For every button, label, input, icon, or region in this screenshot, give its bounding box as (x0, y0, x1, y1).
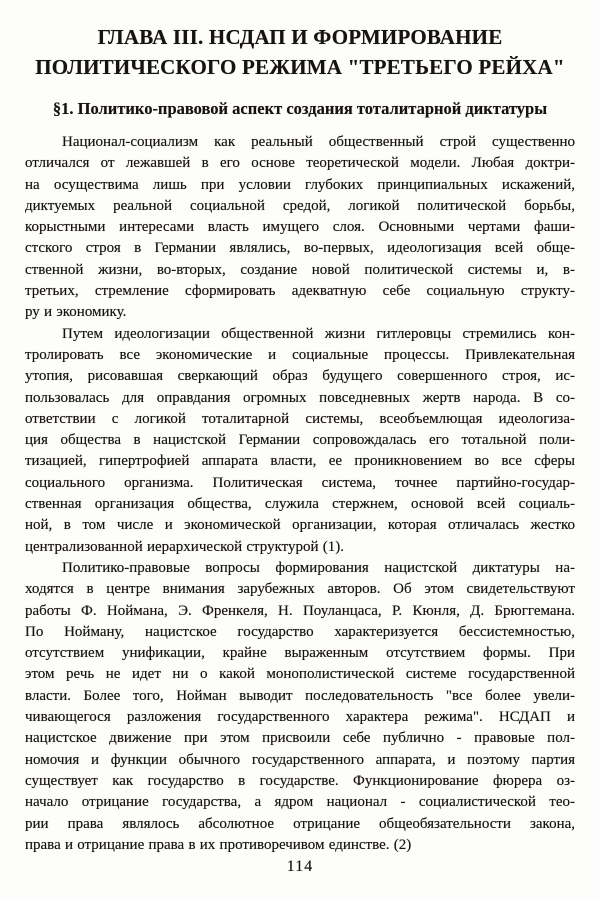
text-line: По Нойману, нацистское государство характеризуется бессистемностью, (25, 623, 575, 640)
text-line: ходятся в центре внимания зарубежных авторов. Об этом свидетельствуют (25, 581, 575, 598)
text-line: ственной жизни, во-вторых, создание новой политической системы и, в- (25, 261, 575, 278)
text-line: ру и экономику. (25, 304, 127, 321)
page-number: 114 (286, 858, 314, 875)
text-line: этом речь не идет ни о какой монополистической системе государственной (25, 666, 575, 683)
text-line: отсутствием унификации, крайне выраженным отсутствием формы. При (25, 645, 575, 662)
text-line: начало отрицание государства, а ядром национал - социалистической тео- (25, 794, 575, 811)
text-line: права и отрицание права в их противоречивом единстве. (2) (25, 836, 412, 853)
text-line: стского строя в Германии являлись, во-первых, идеологизация всей обще- (25, 240, 575, 257)
text-line: диктуемых реальной социальной средой, логикой политической борьбы, (25, 197, 575, 214)
paragraph (25, 132, 575, 324)
text-line: существует как государство в государстве. Функционирование фюрера оз- (25, 772, 575, 789)
text-line: третьих, стремление сформировать адекватную себе социальную структу- (25, 283, 575, 300)
text-line: работы Ф. Ноймана, Э. Френкеля, Н. Поуланцаса, Р. Кюнля, Д. Брюггемана. (25, 602, 575, 619)
text-line: централизованной иерархической структурой (1). (25, 538, 345, 555)
chapter-title (25, 22, 575, 82)
chapter-title-line-1: ГЛАВА III. НСДАП И ФОРМИРОВАНИЕ (97, 25, 503, 49)
text-line: Политико-правовые вопросы формирования нацистской диктатуры на- (62, 559, 575, 576)
chapter-title-line-2: ПОЛИТИЧЕСКОГО РЕЖИМА "ТРЕТЬЕГО РЕЙХА" (35, 55, 565, 79)
text-line: Национал-социализм как реальный общественный строй существенно (62, 134, 575, 150)
paragraph (25, 558, 575, 856)
text-line: номочия и функции обычного государственного аппарата, и поэтому партия (25, 751, 575, 768)
text-line: тизацией, гипертрофией аппарата власти, ее проникновением во все сферы (25, 453, 575, 470)
text-line: ция общества в нацистской Германии сопровождалась его тотальной поли- (25, 432, 575, 449)
text-line: чивающегося разложения государственного характера режима". НСДАП и (25, 709, 575, 726)
text-line: социального организма. Политическая система, точнее партийно-государ- (25, 474, 575, 491)
text-line: корыстными интересами власть имущего слоя. Основными чертами фаши- (25, 219, 575, 236)
text-line: ответствии с логикой тоталитарной системы, всеобъемлющая идеологиза- (25, 410, 575, 427)
text-line: на осуществима лишь при условии глубоких принципиальных искажений, (25, 176, 575, 193)
text-line: отличался от лежавшей в его основе теоретической модели. Любая доктри- (25, 155, 575, 172)
paragraph (25, 324, 575, 558)
text-line: утопия, рисовавшая сверкающий образ будущего совершенного строя, ис- (25, 368, 575, 385)
body-text (25, 132, 575, 856)
text-line: власти. Более того, Нойман выводит последовательность "все более увели- (25, 687, 575, 704)
section-heading: §1. Политико-правовой аспект создания тоталитарной диктатуры (52, 99, 548, 118)
text-line: тролировать все экономические и социальные процессы. Привлекательная (25, 346, 575, 363)
text-line: пользовалась для оправдания огромных повседневных жертв народа. В со- (25, 389, 575, 406)
text-line: нацистское движение при этом присвоили себе публично - правовые пол- (25, 730, 575, 747)
text-line: ственная организация общества, служила стержнем, основой всей социаль- (25, 496, 575, 513)
text-line: Путем идеологизации общественной жизни гитлеровцы стремились кон- (62, 325, 575, 342)
text-line: рии права являлось абсолютное отрицание общеобязательности закона, (25, 815, 575, 832)
text-line: ной, в том числе и экономической организации, которая отличалась жестко (25, 517, 575, 534)
